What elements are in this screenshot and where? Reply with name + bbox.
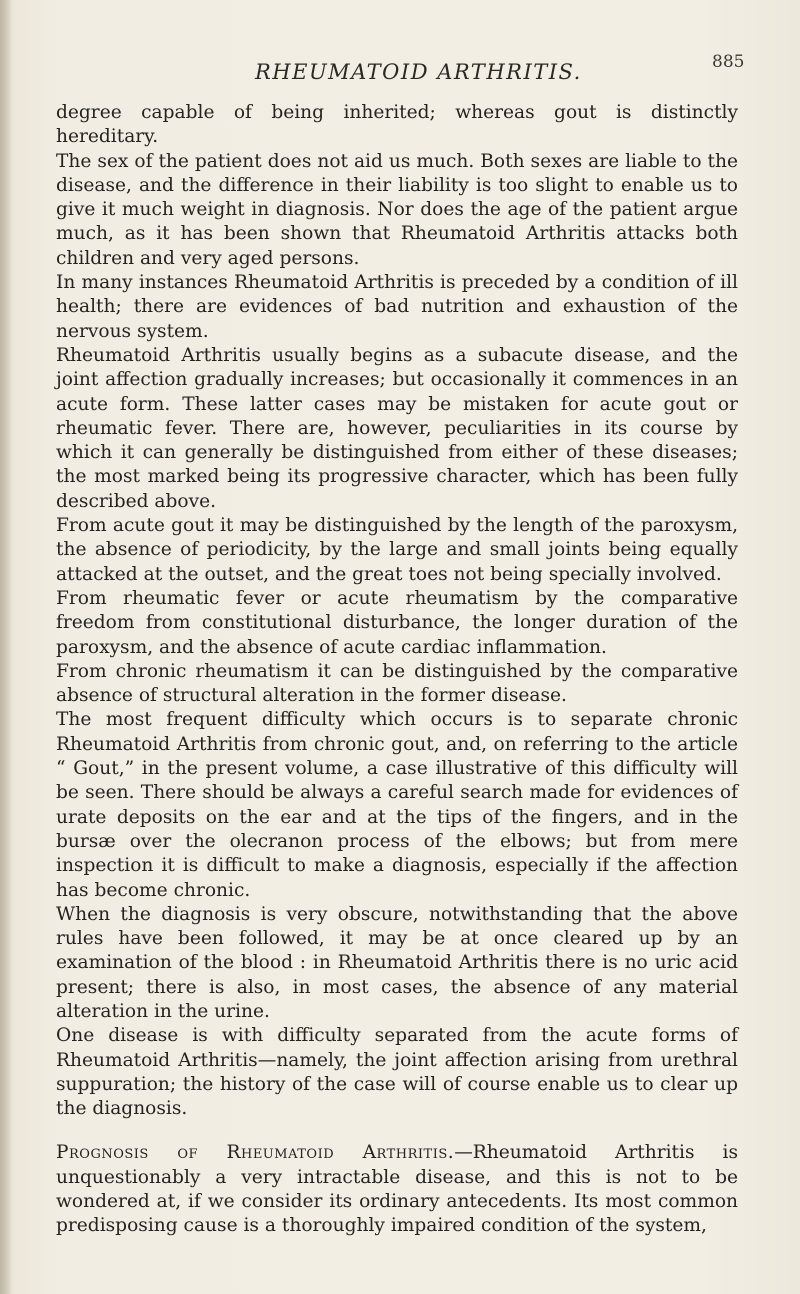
paragraph: From acute gout it may be distinguished by the length of the paroxysm, the absence of periodicity, by the large and small joints being equally attacked at the outset, and the great toes not being specially involved.	[56, 515, 738, 585]
paragraph: In many instances Rheumatoid Arthritis is preceded by a condition of ill health; there are evidences of bad nutrition and exhaustion of the nervous system.	[56, 272, 738, 342]
paragraph: From chronic rheumatism it can be distinguished by the comparative absence of structural alteration in the former disease.	[56, 660, 738, 707]
paragraph: degree capable of being inherited; whereas gout is distinctly hereditary.	[56, 102, 738, 148]
paragraph: One disease is with difficulty separated from the acute forms of Rheumatoid Arthritis—namely, the joint affection arising from urethral suppuration; the history of the case will of course enable us to clear up the diagnosis.	[56, 1025, 738, 1120]
paragraph: Rheumatoid Arthritis usually begins as a subacute disease, and the joint affection gradually increases; but occasionally it commences in an acute form. These latter cases may be mistaken for acute gout or rheumatic fever. There are, however, peculiarities in its course by which it can generally be distinguished from either of these diseases; the most marked being its progressive character, which has been fully described above.	[56, 344, 738, 512]
body-text	[56, 101, 738, 1239]
prognosis-paragraph	[56, 1141, 738, 1238]
prognosis-body: —Rheumatoid Arthritis is unquestionably a very intractable disease, and this is not to be wondered at, if we consider its ordinary antecedents. Its most common predisposing cause is a thoroughly impaired condition of the system,	[56, 1142, 738, 1237]
section-gap	[56, 1121, 738, 1141]
page-header	[0, 52, 800, 96]
running-head: RHEUMATOID ARTHRITIS.	[255, 60, 582, 84]
paragraph: The sex of the patient does not aid us much. Both sexes are liable to the disease, and the difference in their liability is too slight to enable us to give it much weight in diagnosis. Nor does the age of the patient argue much, as it has been shown that Rheumatoid Arthritis attacks both children and very aged persons.	[56, 150, 738, 269]
paragraph: When the diagnosis is very obscure, notwithstanding that the above rules have been followed, it may be at once cleared up by an examination of the blood : in Rheumatoid Arthritis there is no uric acid present; there is also, in most cases, the absence of any material alteration in the urine.	[56, 903, 738, 1022]
page-number: 885	[712, 52, 745, 72]
paragraph: The most frequent difficulty which occurs is to separate chronic Rheumatoid Arthritis from chronic gout, and, on referring to the article “ Gout,” in the present volume, a case illustrative of this difficulty will be seen. There should be always a careful search made for evidences of urate deposits on the ear and at the tips of the fingers, and in the bursæ over the olecranon process of the elbows; but from mere inspection it is difficult to make a diagnosis, especially if the affection has become chronic.	[56, 709, 738, 901]
paragraph: From rheumatic fever or acute rheumatism by the comparative freedom from constitutional disturbance, the longer duration of the paroxysm, and the absence of acute cardiac inflammation.	[56, 587, 738, 658]
prognosis-heading: Prognosis of Rheumatoid Arthritis.	[56, 1142, 455, 1164]
binding-shadow	[0, 0, 12, 1294]
